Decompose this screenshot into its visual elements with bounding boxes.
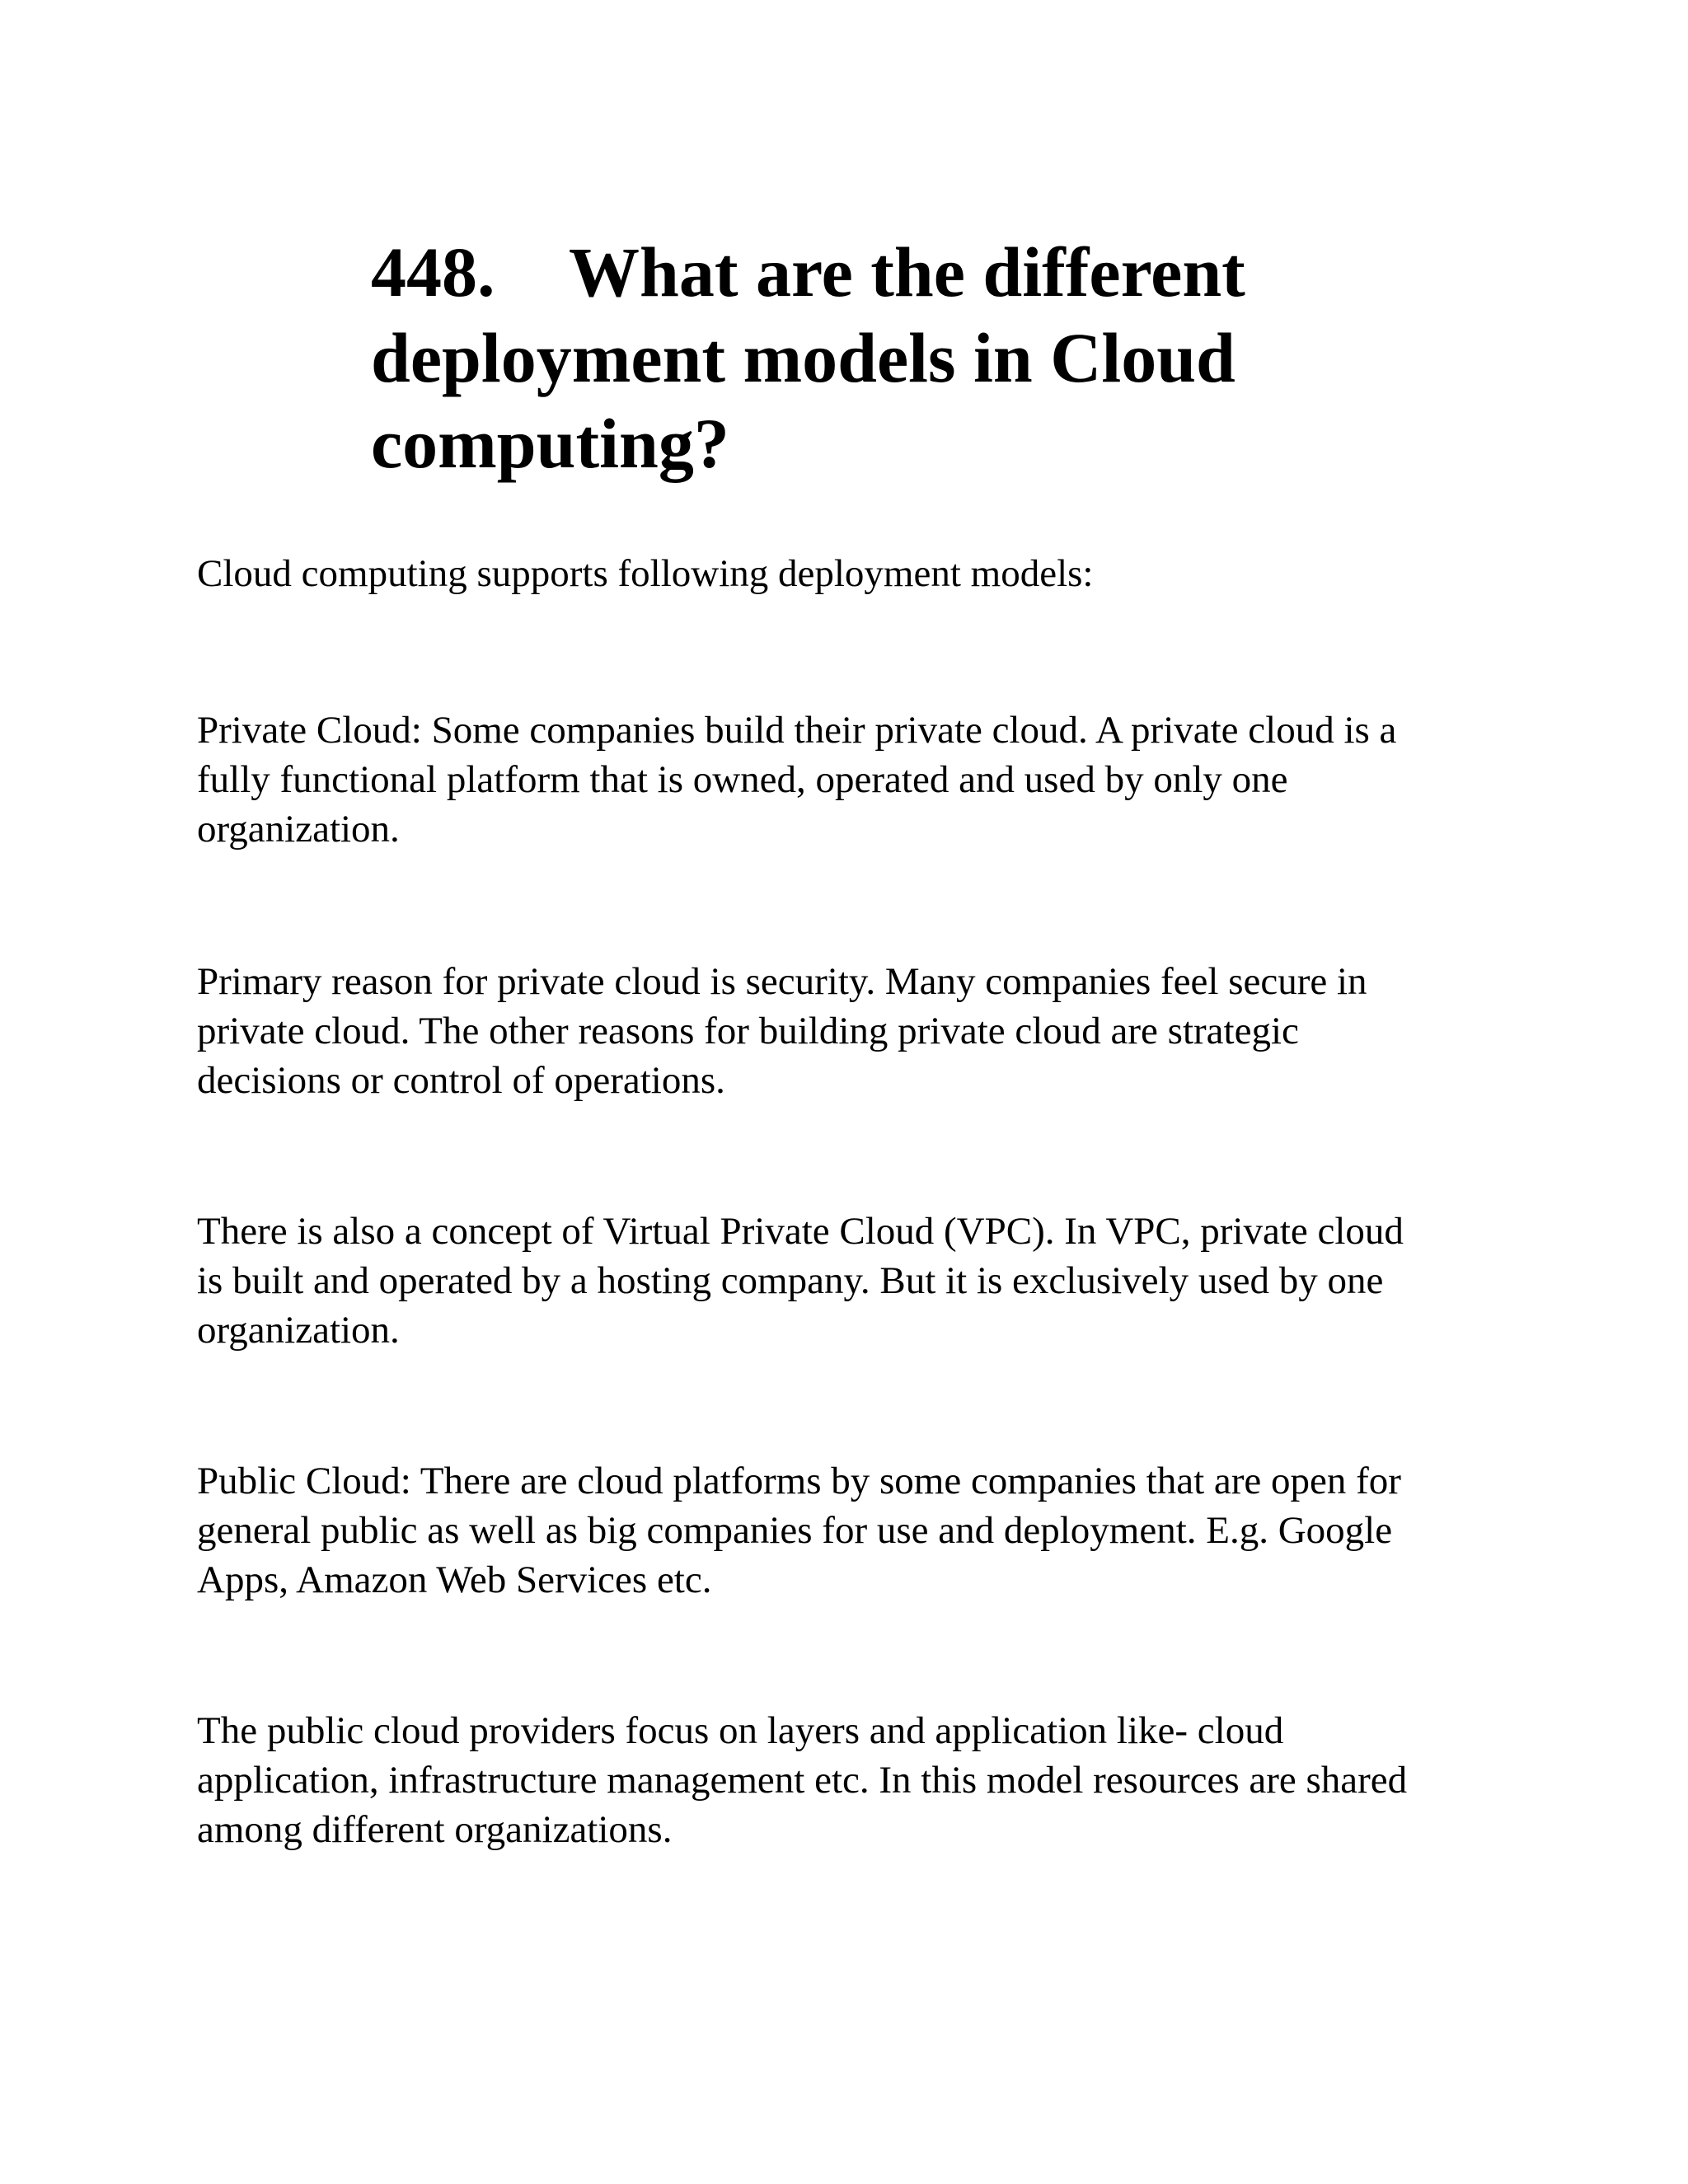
public-cloud-paragraph: Public Cloud: There are cloud platforms by some companies that are open for general public as well as big companies for use and deployment. E.g. Google Apps, Amazon Web Services etc.	[197, 1460, 1401, 1601]
vpc-paragraph: There is also a concept of Virtual Private Cloud (VPC). In VPC, private cloud is built and operated by a hosting company. But it is exclusively used by one organization.	[197, 1210, 1404, 1352]
question-heading	[371, 229, 1360, 486]
question-title: What are the different deployment models in Cloud computing?	[371, 232, 1245, 483]
public-cloud-providers-paragraph: The public cloud providers focus on layers and application like- cloud application, infrastructure management etc. In this model resources are shared among different organizations.	[197, 1709, 1408, 1851]
question-number: 448.	[371, 232, 495, 312]
intro-paragraph: Cloud computing supports following deployment models:	[197, 552, 1094, 595]
private-cloud-reason-paragraph: Primary reason for private cloud is security. Many companies feel secure in private cloud. The other reasons for building private cloud are strategic decisions or control of operations.	[197, 960, 1367, 1102]
private-cloud-paragraph: Private Cloud: Some companies build their private cloud. A private cloud is a fully functional platform that is owned, operated and used by only one organization.	[197, 709, 1397, 851]
